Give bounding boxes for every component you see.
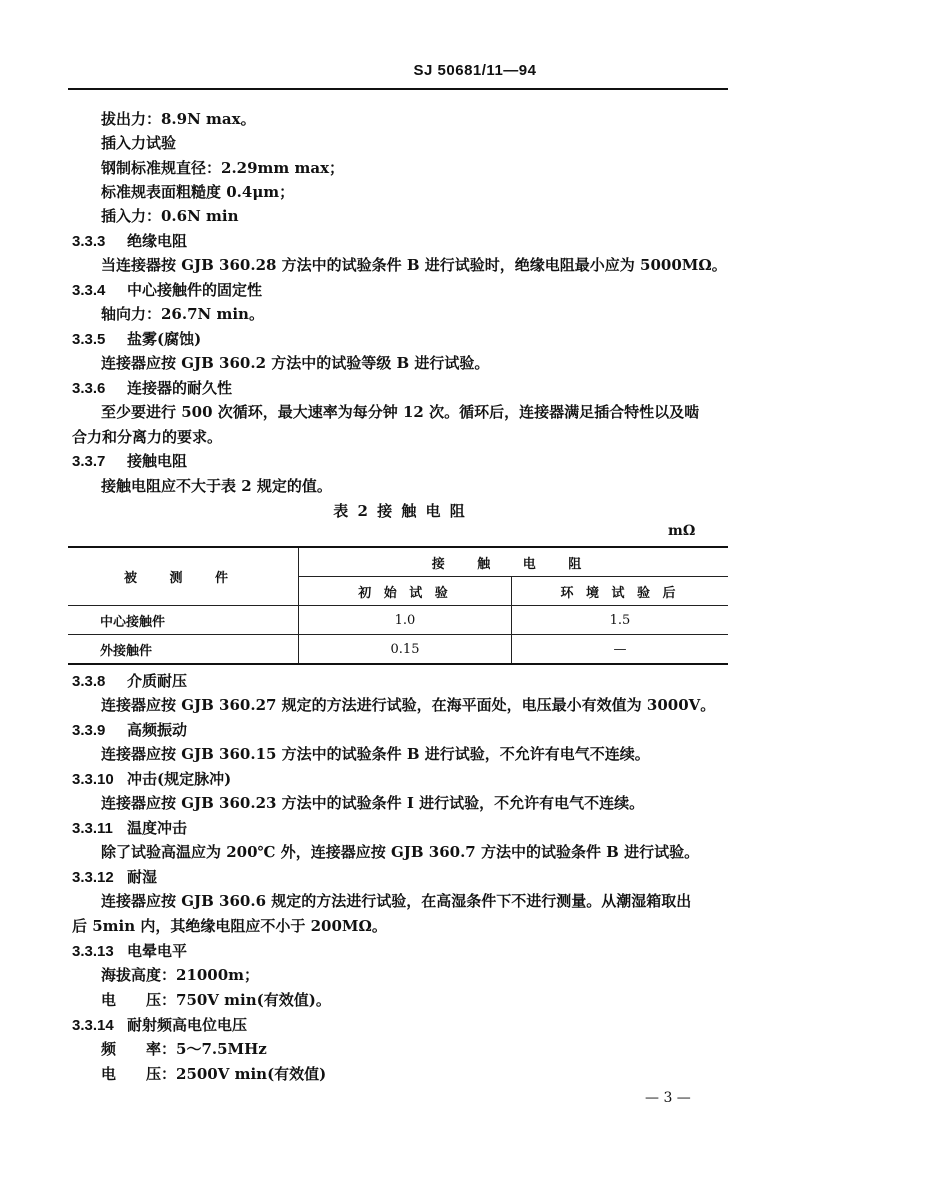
standard-code-header: SJ 50681/11—94 xyxy=(413,62,537,79)
section-heading xyxy=(72,940,187,961)
row-name: 中心接触件 xyxy=(68,606,299,635)
contact-resistance-table xyxy=(68,546,728,665)
text-line: 拔出力：8.9N max。 xyxy=(101,110,256,128)
section-heading xyxy=(72,450,187,471)
page-number: — 3 — xyxy=(645,1090,691,1106)
section-heading xyxy=(72,768,231,789)
header-cell-group: 接 触 电 阻 xyxy=(299,547,729,577)
section-title: 盐雾(腐蚀) xyxy=(127,330,202,348)
section-heading xyxy=(72,1014,247,1035)
header-cell-initial: 初 始 试 验 xyxy=(299,577,512,606)
header-rule xyxy=(68,88,728,90)
text-line: 插入力试验 xyxy=(101,134,177,152)
section-number: 3.3.13 xyxy=(72,943,114,960)
section-title: 冲击(规定脉冲) xyxy=(127,770,232,788)
text-line: 当连接器按 GJB 360.28 方法中的试验条件 B 进行试验时，绝缘电阻最小应为 5000MΩ。 xyxy=(101,256,727,274)
row-initial: 0.15 xyxy=(299,635,512,665)
text-line: 轴向力：26.7N min。 xyxy=(101,305,264,323)
section-heading xyxy=(72,279,262,300)
section-number: 3.3.3 xyxy=(72,233,106,250)
section-title: 绝缘电阻 xyxy=(127,232,188,250)
text-line: 除了试验高温应为 200℃ 外，连接器应按 GJB 360.7 方法中的试验条件 B 进行试验。 xyxy=(101,843,700,861)
text-line: 连接器应按 GJB 360.6 规定的方法进行试验，在高湿条件下不进行测量。从潮湿箱取出 xyxy=(101,892,692,910)
text-line: 连接器应按 GJB 360.23 方法中的试验条件 I 进行试验，不允许有电气不连续。 xyxy=(101,794,645,812)
section-title: 高频振动 xyxy=(127,721,188,739)
text-line: 钢制标准规直径：2.29mm max； xyxy=(101,159,345,177)
table-unit: mΩ xyxy=(668,523,696,539)
text-line: 电 压：750V min(有效值)。 xyxy=(101,991,331,1009)
section-title: 耐射频高电位电压 xyxy=(127,1016,248,1034)
section-heading xyxy=(72,817,187,838)
text-line: 连接器应按 GJB 360.2 方法中的试验等级 B 进行试验。 xyxy=(101,354,490,372)
section-number: 3.3.12 xyxy=(72,869,114,886)
text-line: 接触电阻应不大于表 2 规定的值。 xyxy=(101,477,332,495)
section-title: 接触电阻 xyxy=(127,452,188,470)
text-line: 插入力：0.6N min xyxy=(101,207,239,225)
section-title: 介质耐压 xyxy=(127,672,188,690)
section-number: 3.3.7 xyxy=(72,453,106,470)
text-line: 后 5min 内，其绝缘电阻应不小于 200MΩ。 xyxy=(72,917,387,935)
table-caption: 表 2 接 触 电 阻 xyxy=(333,502,467,520)
section-number: 3.3.8 xyxy=(72,673,106,690)
section-title: 中心接触件的固定性 xyxy=(127,281,263,299)
section-number: 3.3.14 xyxy=(72,1017,114,1034)
section-number: 3.3.11 xyxy=(72,820,113,837)
section-heading xyxy=(72,230,187,251)
section-title: 耐湿 xyxy=(127,868,158,886)
text-line: 海拔高度：21000m； xyxy=(101,966,260,984)
section-number: 3.3.6 xyxy=(72,380,106,397)
text-line: 电 压：2500V min(有效值) xyxy=(101,1065,327,1083)
row-after: 1.5 xyxy=(512,606,729,635)
text-line: 标准规表面粗糙度 0.4μm； xyxy=(101,183,295,201)
row-after: — xyxy=(512,635,729,665)
text-line: 合力和分离力的要求。 xyxy=(72,428,223,446)
section-number: 3.3.4 xyxy=(72,282,106,299)
header-cell-item: 被 测 件 xyxy=(68,547,299,606)
table-row xyxy=(68,635,728,665)
section-title: 连接器的耐久性 xyxy=(127,379,233,397)
section-heading xyxy=(72,377,232,398)
section-title: 电晕电平 xyxy=(127,942,188,960)
text-line: 连接器应按 GJB 360.27 规定的方法进行试验，在海平面处，电压最小有效值为 3000V。 xyxy=(101,696,716,714)
section-number: 3.3.10 xyxy=(72,771,114,788)
section-heading xyxy=(72,866,157,887)
text-line: 至少要进行 500 次循环，最大速率为每分钟 12 次。循环后，连接器满足插合特性以及啮 xyxy=(101,403,700,421)
row-initial: 1.0 xyxy=(299,606,512,635)
section-heading xyxy=(72,670,187,691)
section-heading xyxy=(72,328,201,349)
section-title: 温度冲击 xyxy=(127,819,188,837)
section-number: 3.3.5 xyxy=(72,331,106,348)
section-number: 3.3.9 xyxy=(72,722,106,739)
section-heading xyxy=(72,719,187,740)
header-cell-after: 环 境 试 验 后 xyxy=(512,577,729,606)
table-row xyxy=(68,606,728,635)
row-name: 外接触件 xyxy=(68,635,299,665)
text-line: 连接器应按 GJB 360.15 方法中的试验条件 B 进行试验，不允许有电气不连续。 xyxy=(101,745,650,763)
text-line: 频 率：5～7.5MHz xyxy=(101,1040,267,1058)
